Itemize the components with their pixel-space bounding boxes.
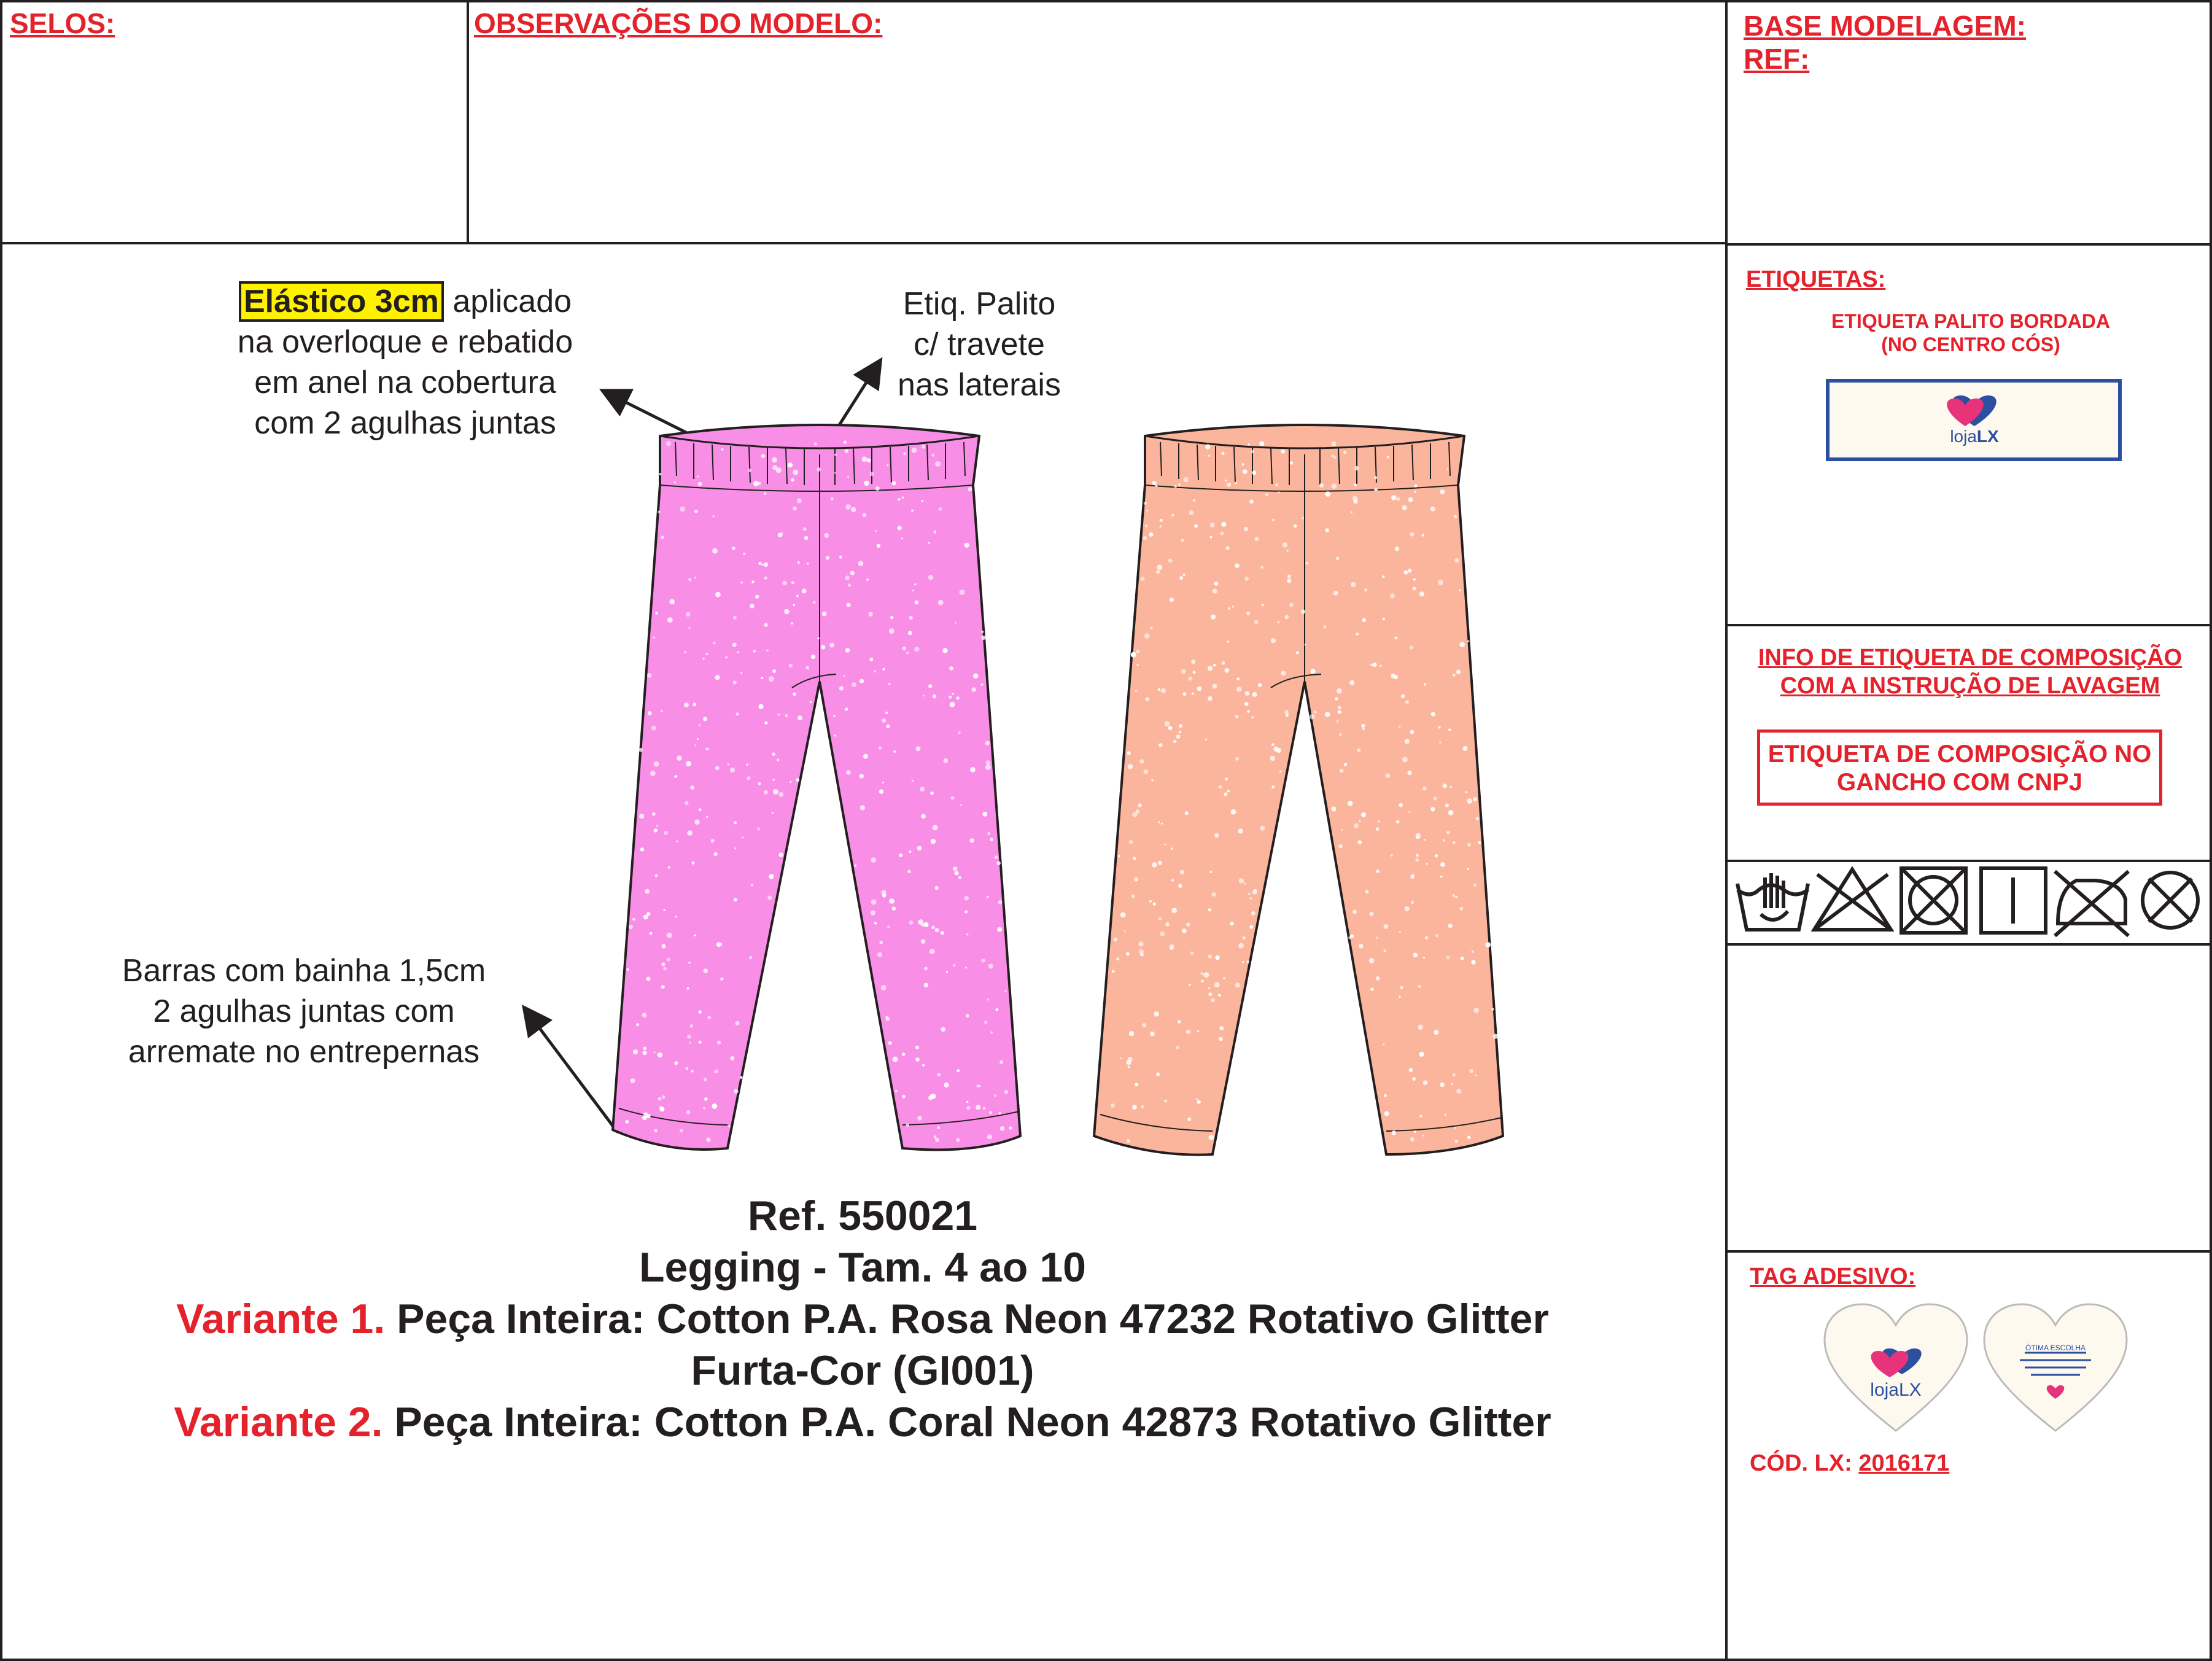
- no-dry-clean-icon: [2143, 873, 2198, 928]
- brand-logo-accent: LX: [1976, 427, 1999, 446]
- composicao-label-line2: COM A INSTRUÇÃO DE LAVAGEM: [1780, 673, 2160, 699]
- hand-wash-icon: [1737, 873, 1808, 930]
- label-note-line2: c/ travete: [914, 327, 1045, 362]
- label-note-line3: nas laterais: [898, 367, 1061, 403]
- tag-back-title: ÓTIMA ESCOLHA: [2025, 1344, 2086, 1352]
- hem-note-line2: 2 agulhas juntas com: [153, 994, 455, 1029]
- ref-label: REF:: [1744, 43, 1810, 75]
- heart-logo-icon: [1938, 392, 2011, 429]
- sidebar-divider: [1725, 0, 1728, 1661]
- elastic-note-line1: aplicado: [443, 284, 572, 319]
- composicao-label: [1734, 644, 2206, 700]
- observacoes-label: OBSERVAÇÕES DO MODELO:: [474, 7, 883, 39]
- etiqueta-palito-text: [1780, 309, 2161, 356]
- legging-variant-2: [1087, 418, 1516, 1167]
- elastic-highlight: Elástico 3cm: [239, 281, 444, 322]
- elastic-note-line4: com 2 agulhas juntas: [254, 405, 556, 441]
- legging-variant-1: [608, 418, 1038, 1167]
- variant-2: [0, 1396, 1725, 1448]
- sidebar-divider-1: [1725, 243, 2212, 246]
- sidebar-divider-5: [1725, 1250, 2212, 1253]
- selos-label: SELOS:: [10, 7, 115, 39]
- heart-tag-icon: [1982, 1301, 2129, 1436]
- composicao-box-line1: ETIQUETA DE COMPOSIÇÃO NO: [1768, 741, 2152, 768]
- variant-2-label: Variante 2.: [174, 1399, 383, 1445]
- etiquetas-label: ETIQUETAS:: [1746, 266, 1886, 292]
- sidebar-divider-4: [1725, 943, 2212, 946]
- tag-logo-text: lojaLX: [1870, 1380, 1922, 1400]
- label-note-line1: Etiq. Palito: [902, 286, 1056, 322]
- no-bleach-icon: [1814, 869, 1891, 930]
- product-ref: Ref. 550021: [747, 1192, 978, 1239]
- cod-lx: [1750, 1450, 1949, 1477]
- elastic-note-line3: em anel na cobertura: [254, 365, 556, 400]
- composicao-box-line2: GANCHO COM CNPJ: [1836, 769, 2083, 796]
- hem-note-line1: Barras com bainha 1,5cm: [122, 953, 486, 989]
- variant-1-label: Variante 1.: [176, 1296, 386, 1342]
- no-tumble-dry-icon: [1901, 868, 1966, 933]
- composicao-label-line1: INFO DE ETIQUETA DE COMPOSIÇÃO: [1758, 645, 2183, 671]
- tag-adesivo-label: TAG ADESIVO:: [1750, 1264, 1916, 1290]
- composicao-box: [1757, 729, 2162, 806]
- base-modelagem-label: BASE MODELAGEM:: [1744, 10, 2026, 42]
- cod-lx-label: CÓD. LX:: [1750, 1450, 1852, 1476]
- etiqueta-palito-line1: ETIQUETA PALITO BORDADA: [1831, 310, 2110, 332]
- tag-front: [1822, 1301, 1969, 1436]
- variant-2-text: Peça Inteira: Cotton P.A. Coral Neon 42873 Rotativo Glitter: [382, 1399, 1551, 1445]
- etiqueta-palito-label: [1826, 379, 2122, 461]
- no-iron-icon: [2055, 871, 2129, 936]
- cod-lx-value: 2016171: [1858, 1450, 1950, 1476]
- hem-note-line3: arremate no entrepernas: [128, 1034, 480, 1070]
- variant-1: [0, 1293, 1725, 1345]
- elastic-note-line2: na overloque e rebatido: [237, 324, 573, 360]
- tag-back: [1982, 1301, 2129, 1436]
- product-name: Legging - Tam. 4 ao 10: [639, 1244, 1086, 1291]
- variant-1-continued: Furta-Cor (GI001): [691, 1347, 1034, 1394]
- brand-logo-text: loja: [1950, 427, 1977, 446]
- sidebar-divider-2: [1725, 624, 2212, 626]
- care-symbols: [1731, 862, 2210, 942]
- brand-logo: [1938, 392, 2011, 448]
- hem-arrow: [526, 1009, 618, 1132]
- etiqueta-palito-line2: (NO CENTRO CÓS): [1881, 333, 2060, 356]
- variant-1-text: Peça Inteira: Cotton P.A. Rosa Neon 47232 Rotativo Glitter: [385, 1296, 1549, 1342]
- line-dry-icon: [1981, 868, 2046, 933]
